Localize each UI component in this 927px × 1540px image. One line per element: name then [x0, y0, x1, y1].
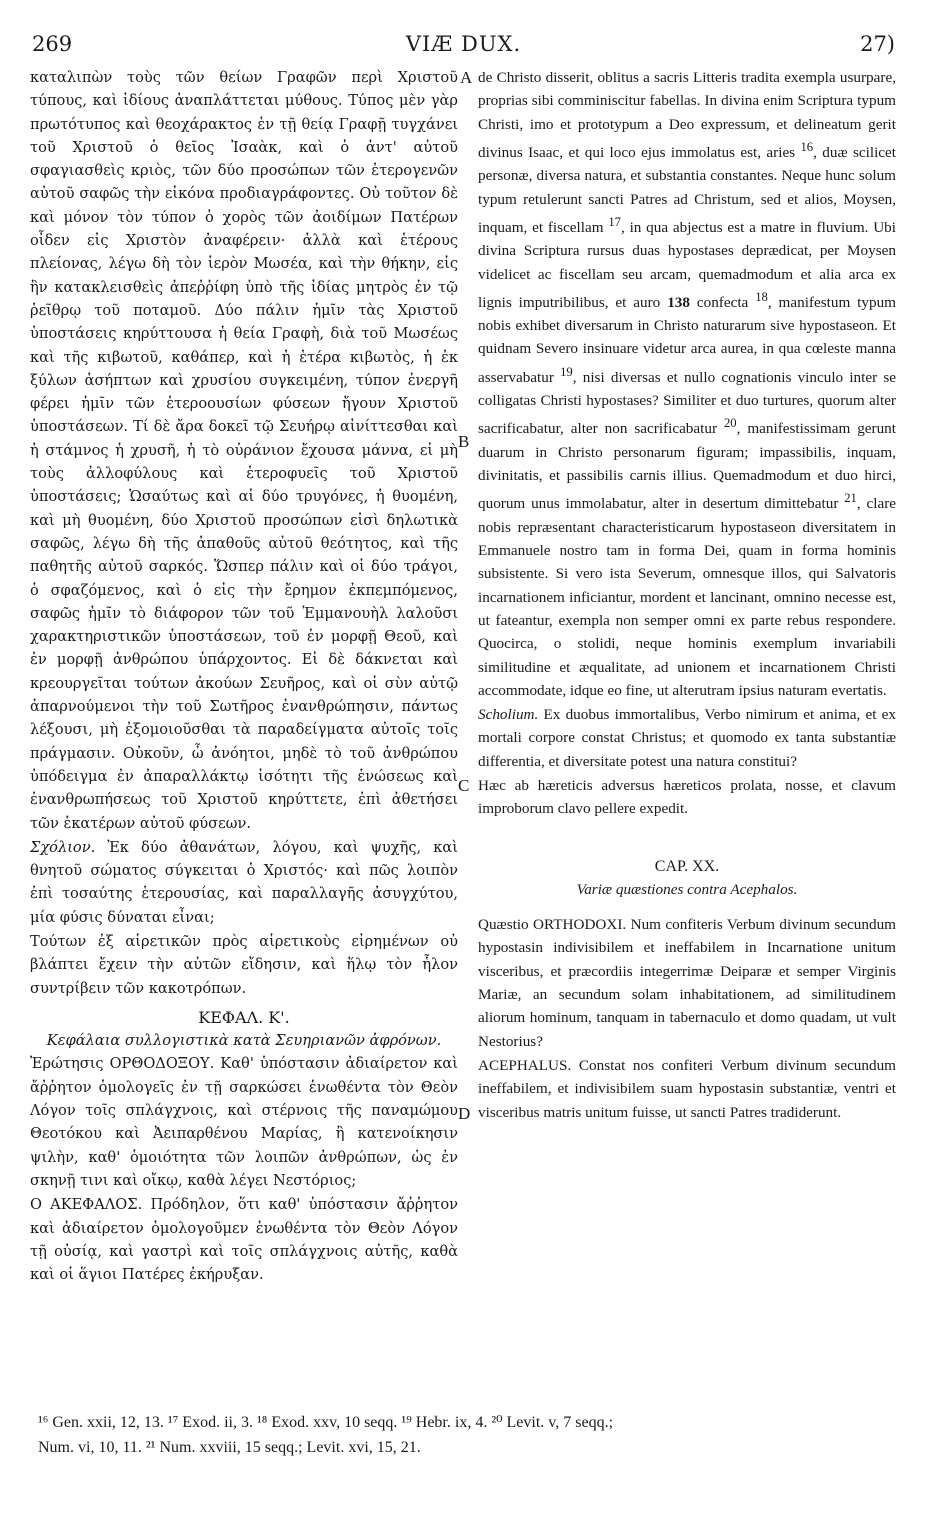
latin-text-d: confecta	[689, 293, 756, 311]
latin-column	[478, 66, 896, 1124]
latin-text-a: de Christo disserit, oblitus a sacris Litteris tradita exempla usurpare, proprias sibi comminiscitur fabellas. In divina enim Scriptura typum Christi, imo et prototypum a Deo expressum, et delineatum gerit divinus Isaac, et qui loco ejus immolatus est, aries	[478, 69, 896, 161]
margin-marker-c: C	[458, 776, 470, 795]
page-number-right: 27)	[860, 32, 895, 56]
latin-chapter-subtitle: Variæ quæstiones contra Acephalos.	[576, 880, 798, 898]
latin-paragraph-1	[478, 66, 896, 702]
greek-question-label: Ἐρώτησις ΟΡΘΟΔΟΞΟΥ.	[30, 1055, 215, 1073]
footnote-line-2: Num. vi, 10, 11. ²¹ Num. xxviii, 15 seqq.; Levit. xvi, 15, 21.	[38, 1439, 421, 1456]
footnote-ref-20: 20	[723, 416, 737, 431]
latin-answer-label: ACEPHALUS.	[478, 1056, 572, 1074]
latin-text-c: , in qua abjectus est a matre in fluvium. Ubi divina Scriptura rursus duas hypostases deprædicat, per Moysen videlicet ac fiscellam seu arcam, quemadmodum et alia arca ex lignis imputribilibus, et auro	[478, 218, 896, 311]
greek-paragraph-3: Τούτων ἐξ αἱρετικῶν πρὸς αἱρετικοὺς εἰρημένων οὐ βλάπτει ἔχειν τὴν αὐτῶν εἴδησιν, καὶ ἥλῳ τὸν ἧλον συντρίβειν τῶν κακοτρόπων.	[30, 932, 458, 997]
latin-question-text: Num confiteris Verbum divinum secundum hypostasin indivisibilem et ineffabilem in Incarnatione unitum visceribus, et præcordiis integerrimæ Deiparæ et semper Virginis Mariæ, an secundum solam inhabitationem, ad similitudinem aliorum hominum, tanquam in tabernaculo et domo quadam, ut vult Nestorius?	[478, 916, 896, 1050]
latin-scholion-text: Ex duobus immortalibus, Verbo nimirum et anima, et ex mortali corpore constat Christus; et quomodo ex tanta substantiæ differentia, et diversitate potest una natura constitui?	[478, 706, 896, 770]
footnote-ref-21: 21	[844, 491, 857, 506]
greek-scholion	[30, 836, 458, 929]
greek-answer	[30, 1193, 458, 1286]
greek-paragraph-1: καταλιπὼν τοὺς τῶν θείων Γραφῶν περὶ Χριστοῦ τύπους, καὶ ἰδίους ἀναπλάττεται μύθους. Τύπος μὲν γὰρ πρωτότυπος καὶ θεοχάρακτος ἐν τῇ θείᾳ Γραφῇ τυγχάνει τοῦ Χριστοῦ ὁ θεῖος Ἰσαὰκ, καὶ ὁ ἀντ' αὐτοῦ σφαγιασθεὶς κριὸς, τῶν δύο προσώπων τῶν ἑτερογενῶν αὐτοῦ σαφῶς τὴν εἰκόνα προδιαγράφοντες. Οὐ τοῦτον δὲ καὶ μόνον τὸν τύπον ὁ χορὸς τῶν ἀοιδίμων Πατέρων οἶδεν εἰς Χριστὸν ἀναφέρειν· ἀλλὰ καὶ ἑτέρους πλείονας, λέγω δὴ τὸν ἱερὸν Μωσέα, καὶ τὴν θήκην, εἰς ἣν κατακλεισθεὶς ἀπεῤῥίφη ὑπὸ τῆς ἰδίας μητρὸς ἐν τῷ ῥεῖθρῳ τοῦ ποταμοῦ. Δύο πάλιν ἡμῖν τὰς Χριστοῦ ὑποστάσεις κηρύττουσα ἡ θεία Γραφὴ, διὰ τοῦ Μωσέως καὶ τῆς κιβωτοῦ, καθάπερ, καὶ ἡ ἑτέρα κιβωτὸς, ἡ ἐκ ξύλων ἀσήπτων καὶ χρυσίου συγκειμένη, τύπον ἐνεργῆ φέρει ἡμῖν τῶν ἑτεροουσίων φύσεων ἤγουν Χριστοῦ ὑποστάσεων. Τί δὲ ἄρα δοκεῖ τῷ Σευήρῳ αἰνίττεσθαι καὶ ἡ στάμνος ἡ χρυσῆ, ἡ τὸ οὐράνιον ἔχουσα μάννα, εἰ μὴ τοὺς ἀλλοφύλους καὶ ἑτεροφυεῖς τοῦ Χριστοῦ ὑποστάσεις; Ὡσαύτως καὶ αἱ δύο τρυγόνες, ἡ θυομένη, καὶ μὴ θυομένη, δύο Χριστοῦ προσώπων εἰσὶ δηλωτικὰ σαφῶς, λέγω δὴ τῆς ἀπαθοῦς αὐτοῦ θεότητος, καὶ τῆς παθητῆς αὐτοῦ σαρκός. Ὥσπερ πάλιν καὶ οἱ δύο τράγοι, ὁ σφαζόμενος, καὶ ὁ εἰς τὴν ἔρημον ἐκπεμπόμενος, σαφῶς ἡμῖν τὸ διάφορον τῶν τοῦ Ἐμμανουὴλ λαλοῦσι χαρακτηριστικῶν ὑποστάσεων, τοῦ ἐν μορφῇ Θεοῦ, καὶ ἐν μορφῇ ἀνθρώπου ὑπάρχοντος. Εἰ δὲ δάκνεται καὶ κρεουργεῖται τούτων ἀκούων Σευῆρος, καὶ οἱ σὺν αὐτῷ ἀπαρνούμενοι τὴν τοῦ Σωτῆρος ἐνανθρώπησιν, πάντως λέξουσι, μὴ ἐξομοιοῦσθαι τὰ παραδείγματα αὐτοῖς τοῖς πράγμασιν. Οὐκοῦν, ὦ ἀνόητοι, μηδὲ τὸ τοῦ ἀνθρώπου ὑπόδειγμα ἐν ἀπαραλλάκτῳ ἰσότητι τῆς ἑνώσεως καὶ ἐνανθρωπήσεως τοῦ Χριστοῦ κηρύττετε, ἐπὶ ἀθετήσει τῶν ἑκατέρων αὐτοῦ φύσεων.	[30, 69, 458, 832]
greek-column	[30, 66, 458, 1286]
latin-text-h: , clare nobis repræsentant characteristicarum hypostaseon diversitatem in Emmanuele nostro tam in forma Dei, quam in forma hominis subsistente. Si vero ista Severum, omnesque illos, qui Salvatoris incarnationem inficiantur, mordent et lancinant, omnino necesse est, ut fateantur, exempla non semper omni ex parte rebus respondere. Quocirca, o stolidi, neque hominis exemplum invariabili similitudine et æqualitate, ad unionem et incarnationem Christi accommodate, idque eo fine, ut alterutram ipsius naturam evertatis.	[478, 495, 896, 699]
latin-paragraph-3: Hæc ab hæreticis adversus hæreticos prolata, nosse, et clavum improborum clavo pellere expedit.	[478, 776, 896, 818]
margin-marker-d: D	[458, 1104, 471, 1123]
latin-chapter-heading: CAP. XX.	[654, 857, 720, 875]
latin-answer	[478, 1054, 896, 1124]
latin-text-b: , duæ scilicet personæ, diversa natura, et substantia constantes. Neque hunc solum typum retulerunt sancti Patres ad Christum, sed et alios, Moysen, inquam, et fiscellam	[478, 143, 896, 236]
footnote-ref-17: 17	[608, 214, 621, 229]
greek-question	[30, 1052, 458, 1192]
column-number: 138	[667, 293, 690, 311]
running-header	[0, 32, 927, 60]
greek-answer-text: Πρόδηλον, ὅτι καθ' ὑπόστασιν ἄῤῥητον καὶ ἀδιαίρετον ὁμολογοῦμεν ἑνωθέντα τὸν Θεὸν Λόγον τῇ οὐσίᾳ, καὶ γαστρὶ καὶ τοῖς σπλάγχνοις αὐτῆς, καθὰ καὶ οἱ ἅγιοι Πατέρες ἐκήρυξαν.	[30, 1196, 458, 1284]
margin-marker-b: B	[458, 432, 470, 451]
latin-question-label: Quæstio ORTHODOXI.	[478, 916, 627, 934]
footnotes	[38, 1410, 898, 1460]
latin-text-g: , manifestissimam gerunt duarum in Christo personarum figuram; impassibilis, inquam, divinitatis, et passibilis carnis illius. Quemadmodum et duo hirci, quorum unus immolabatur, alter in desertum dimittebatur	[478, 420, 896, 513]
footnote-line-1: ¹⁶ Gen. xxii, 12, 13. ¹⁷ Exod. ii, 3. ¹⁸ Exod. xxv, 10 seqq. ¹⁹ Hebr. ix, 4. ²⁰ Levit. v, 7 seqq.;	[38, 1414, 614, 1431]
page-number-left: 269	[32, 32, 73, 56]
latin-scholion	[478, 703, 896, 773]
latin-question	[478, 913, 896, 1053]
latin-text-e: , manifestum typum nobis exhibet diversarum in Christo naturarum sive hypostaseon. Et quidnam Severo insinuare videtur arca aurea, in qua cœleste manna asservabatur	[478, 293, 896, 386]
greek-chapter-subtitle: Κεφάλαια συλλογιστικὰ κατὰ Σευηριανῶν ἀφρόνων.	[46, 1032, 442, 1050]
running-title: VIÆ DUX.	[405, 32, 522, 56]
footnote-ref-16: 16	[800, 139, 814, 154]
footnote-ref-19: 19	[560, 364, 573, 379]
latin-answer-text: Constat nos confiteri Verbum divinum secundum ineffabilem, et indivisibilem suam hypostasin substantiæ, ventri et visceribus matris unitum fuisse, ut sancti Patres tradiderunt.	[478, 1056, 896, 1121]
greek-scholion-label: Σχόλιον.	[30, 838, 96, 856]
margin-marker-a: A	[460, 68, 473, 87]
footnote-ref-18: 18	[755, 289, 768, 304]
greek-chapter-heading: ΚΕΦΑΛ. Κ'.	[198, 1007, 290, 1027]
latin-text-f: , nisi diversas et nullo cognationis vinculo inter se colligatas Christi hypostases? Similiter et duo turtures, quorum alter sacrificabatur, alter non sacrificabatur	[478, 368, 896, 438]
greek-scholion-text: Ἐκ δύο ἀθανάτων, λόγου, καὶ ψυχῆς, καὶ θνητοῦ σώματος σύγκειται ὁ Χριστός· καὶ πῶς λοιπὸν ἐπὶ τοσαύτης ἑτερουσίας, καὶ παραλλαγῆς ἀσυγχύτου, μία φύσις δύναται εἶναι;	[30, 838, 458, 926]
greek-question-text: Καθ' ὑπόστασιν ἀδιαίρετον καὶ ἄῤῥητον ὁμολογεῖς ἐν τῇ σαρκώσει ἑνωθέντα τὸν Θεὸν Λόγον τοῖς σπλάγχνοις, καὶ στέρνοις τῆς παναμώμου Θεοτόκου καὶ Ἀειπαρθένου Μαρίας, ἢ κατενοίκησιν ψιλὴν, καθ' ὁμοιότητα τῶν λοιπῶν ἀνθρώπων, ὡς ἐν σκηνῇ τινι καὶ οἴκῳ, καθὰ λέγει Νεστόριος;	[30, 1055, 458, 1189]
greek-answer-label: Ο ΑΚΕΦΑΛΟΣ.	[30, 1196, 143, 1214]
latin-scholion-label: Scholium.	[478, 706, 539, 724]
